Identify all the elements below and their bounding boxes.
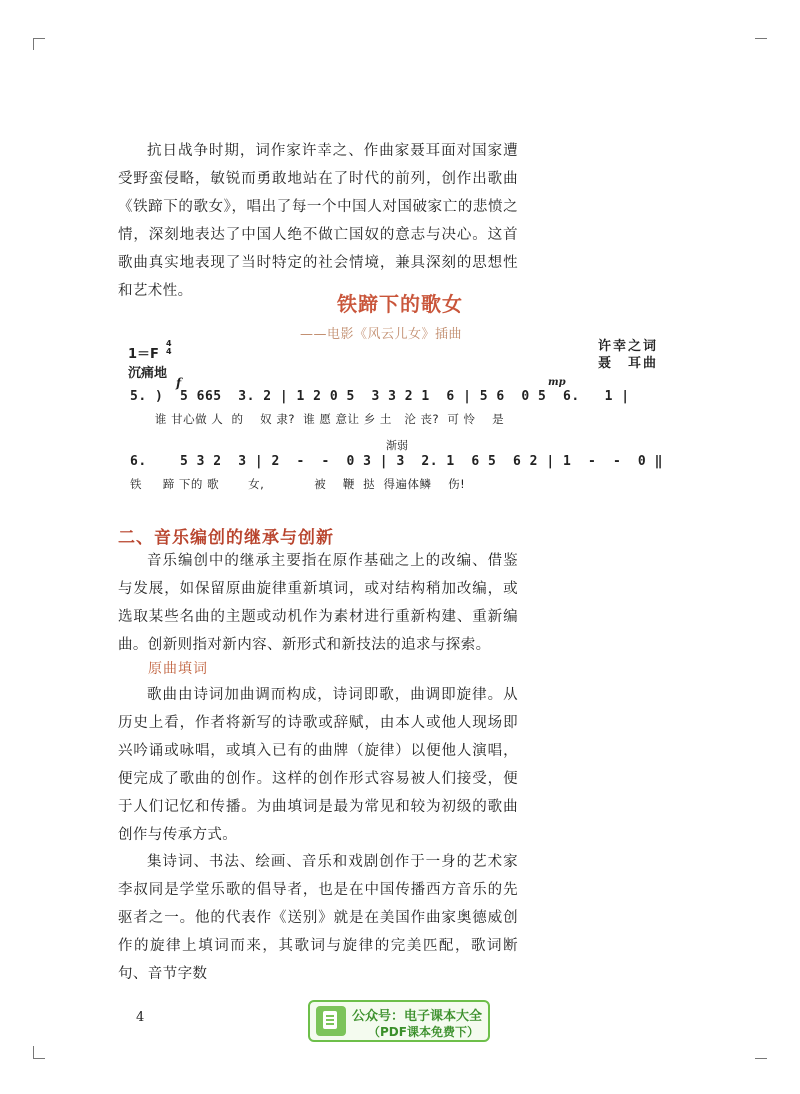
diminuendo-marking: 渐弱 bbox=[386, 439, 408, 452]
meter-top: 4 bbox=[166, 339, 172, 348]
intro-paragraph: 抗日战争时期，词作家许幸之、作曲家聂耳面对国家遭受野蛮侵略，敏锐而勇敢地站在了时代的前列，创作出歌曲《铁蹄下的歌女》，唱出了每一个中国人对国破家亡的悲愤之情，深刻地表达了中国人绝不做亡国奴的意志与决心。这首歌曲真实地表现了当时特定的社会情境，兼具深刻的思想性和艺术性。 bbox=[118, 143, 518, 299]
lyrics-line-2: 铁 蹄 下的 歌 女, 被 鞭 挞 得遍体鳞 伤! bbox=[130, 477, 466, 491]
notation-line-2: 6. 5 3 2 3 | 2 - - 0 3 | 3 2. 1 6 5 6 2 | 1 - - 0 ‖ bbox=[130, 454, 663, 469]
song-key: 1＝F bbox=[128, 347, 159, 362]
crop-mark-bottom-left-v bbox=[33, 1046, 34, 1058]
watermark-badge bbox=[308, 1000, 490, 1042]
badge-line-1: 公众号：电子课本大全 bbox=[352, 1009, 483, 1024]
section-paragraph-3: 集诗词、书法、绘画、音乐和戏剧创作于一身的艺术家李叔同是学堂乐歌的倡导者，也是在中国传播西方音乐的先驱者之一。他的代表作《送别》就是在美国作曲家奥德威创作的旋律上填词而来，其歌词与旋律的完美匹配，歌词断句、音节字数 bbox=[118, 854, 518, 982]
crop-mark-bottom-left-h bbox=[33, 1058, 45, 1059]
book-icon bbox=[316, 1006, 346, 1036]
song-lyricist: 许幸之词 bbox=[598, 339, 659, 354]
time-signature bbox=[166, 340, 172, 356]
section-paragraph-2: 歌曲由诗词加曲调而构成，诗词即歌，曲调即旋律。从历史上看，作者将新写的诗歌或辞赋，由本人或他人现场即兴吟诵或咏唱，或填入已有的曲牌（旋律）以便他人演唱，便完成了歌曲的创作。这样的创作形式容易被人们接受，便于人们记忆和传播。为曲填词是最为常见和较为初级的歌曲创作与传承方式。 bbox=[118, 687, 518, 843]
section-paragraph-1: 音乐编创中的继承主要指在原作基础之上的改编、借鉴与发展，如保留原曲旋律重新填词，或对结构稍加改编，或选取某些名曲的主题或动机作为素材进行重新构建、重新编曲。创新则指对新内容、新形式和新技法的追求与探索。 bbox=[118, 553, 518, 653]
song-title: 铁蹄下的歌女 bbox=[337, 292, 463, 316]
song-subtitle: ——电影《风云儿女》插曲 bbox=[300, 327, 463, 342]
crop-mark-top-left-h bbox=[33, 38, 45, 39]
crop-mark-top-right-h bbox=[755, 38, 767, 39]
crop-mark-bottom-right-h bbox=[755, 1058, 767, 1059]
section-heading: 二、音乐编创的继承与创新 bbox=[118, 528, 334, 548]
tempo-marking: 沉痛地 bbox=[128, 366, 168, 381]
page-number: 4 bbox=[136, 1010, 145, 1025]
lyrics-line-1: 谁 甘心做 人 的 奴 隶? 谁 愿 意让 乡 土 沦 丧? 可 怜 是 bbox=[130, 412, 505, 426]
subheading-original-lyrics: 原曲填词 bbox=[148, 661, 208, 677]
meter-bottom: 4 bbox=[166, 347, 172, 356]
notation-line-1: 5. ) 5 665 3. 2 | 1 2 0 5 3 3 2 1 6 | 5 6 0 5 6. 1 | bbox=[130, 389, 630, 404]
song-composer: 聂 耳曲 bbox=[598, 356, 659, 371]
badge-line-2: （PDF课本免费下） bbox=[368, 1025, 479, 1039]
dynamic-forte: f bbox=[176, 376, 182, 390]
crop-mark-top-left-v bbox=[33, 38, 34, 50]
dynamic-mezzo-piano: mp bbox=[548, 377, 566, 388]
